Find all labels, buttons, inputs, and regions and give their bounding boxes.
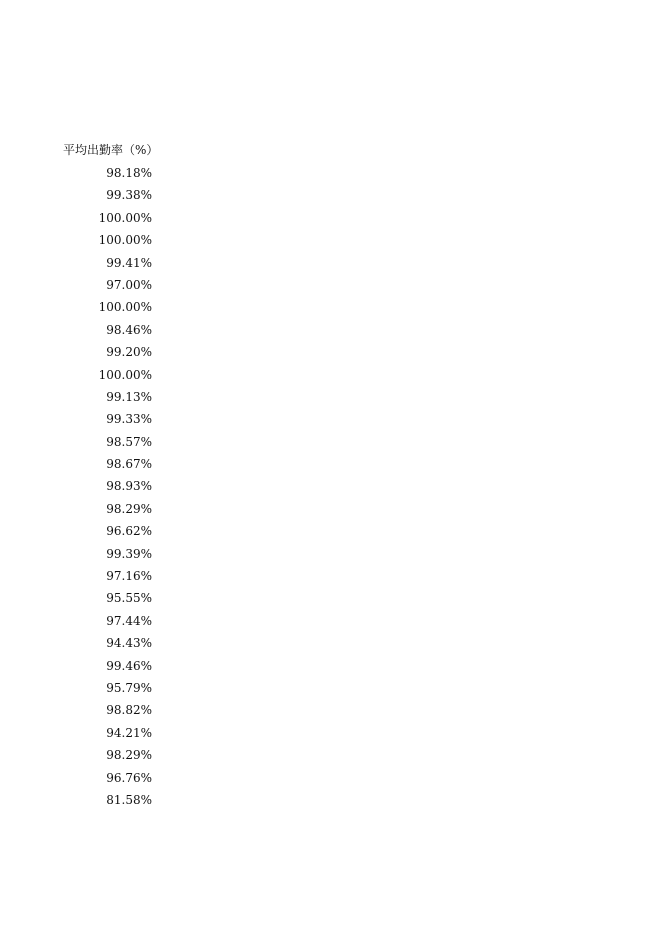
attendance-rate-cell: 99.38%: [106, 188, 152, 203]
attendance-rate-cell: 81.58%: [106, 792, 152, 807]
attendance-rate-cell: 99.46%: [106, 658, 152, 673]
attendance-rate-cell: 99.41%: [106, 255, 152, 270]
attendance-rate-cell: 100.00%: [98, 367, 152, 382]
attendance-rate-cell: 98.93%: [106, 479, 152, 494]
attendance-rate-cell: 97.44%: [106, 613, 152, 628]
attendance-rate-cell: 98.67%: [106, 457, 152, 472]
attendance-rate-cell: 98.46%: [106, 322, 152, 337]
attendance-rate-cell: 98.18%: [106, 166, 152, 180]
attendance-rate-cell: 100.00%: [98, 233, 152, 248]
attendance-rate-cell: 97.00%: [106, 277, 152, 292]
attendance-rate-cell: 98.57%: [106, 434, 152, 449]
attendance-rate-cell: 98.82%: [106, 703, 152, 718]
attendance-rate-cell: 94.21%: [106, 725, 152, 740]
attendance-rate-cell: 100.00%: [98, 210, 152, 225]
attendance-rate-cell: 98.29%: [106, 748, 152, 763]
attendance-rate-cell: 95.55%: [106, 591, 152, 606]
attendance-rate-cell: 98.29%: [106, 501, 152, 516]
attendance-rate-cell: 100.00%: [98, 300, 152, 315]
attendance-rate-column: [60, 162, 152, 811]
attendance-rate-cell: 99.33%: [106, 412, 152, 427]
attendance-rate-cell: 97.16%: [106, 569, 152, 584]
attendance-rate-cell: 94.43%: [106, 636, 152, 651]
attendance-rate-cell: 96.76%: [106, 770, 152, 785]
attendance-rate-cell: 95.79%: [106, 680, 152, 695]
attendance-rate-cell: 99.13%: [106, 389, 152, 404]
attendance-rate-cell: 99.39%: [106, 546, 152, 561]
attendance-rate-cell: 96.62%: [106, 524, 152, 539]
column-header: 平均出勤率（%）: [63, 143, 159, 157]
attendance-rate-cell: 99.20%: [106, 345, 152, 360]
